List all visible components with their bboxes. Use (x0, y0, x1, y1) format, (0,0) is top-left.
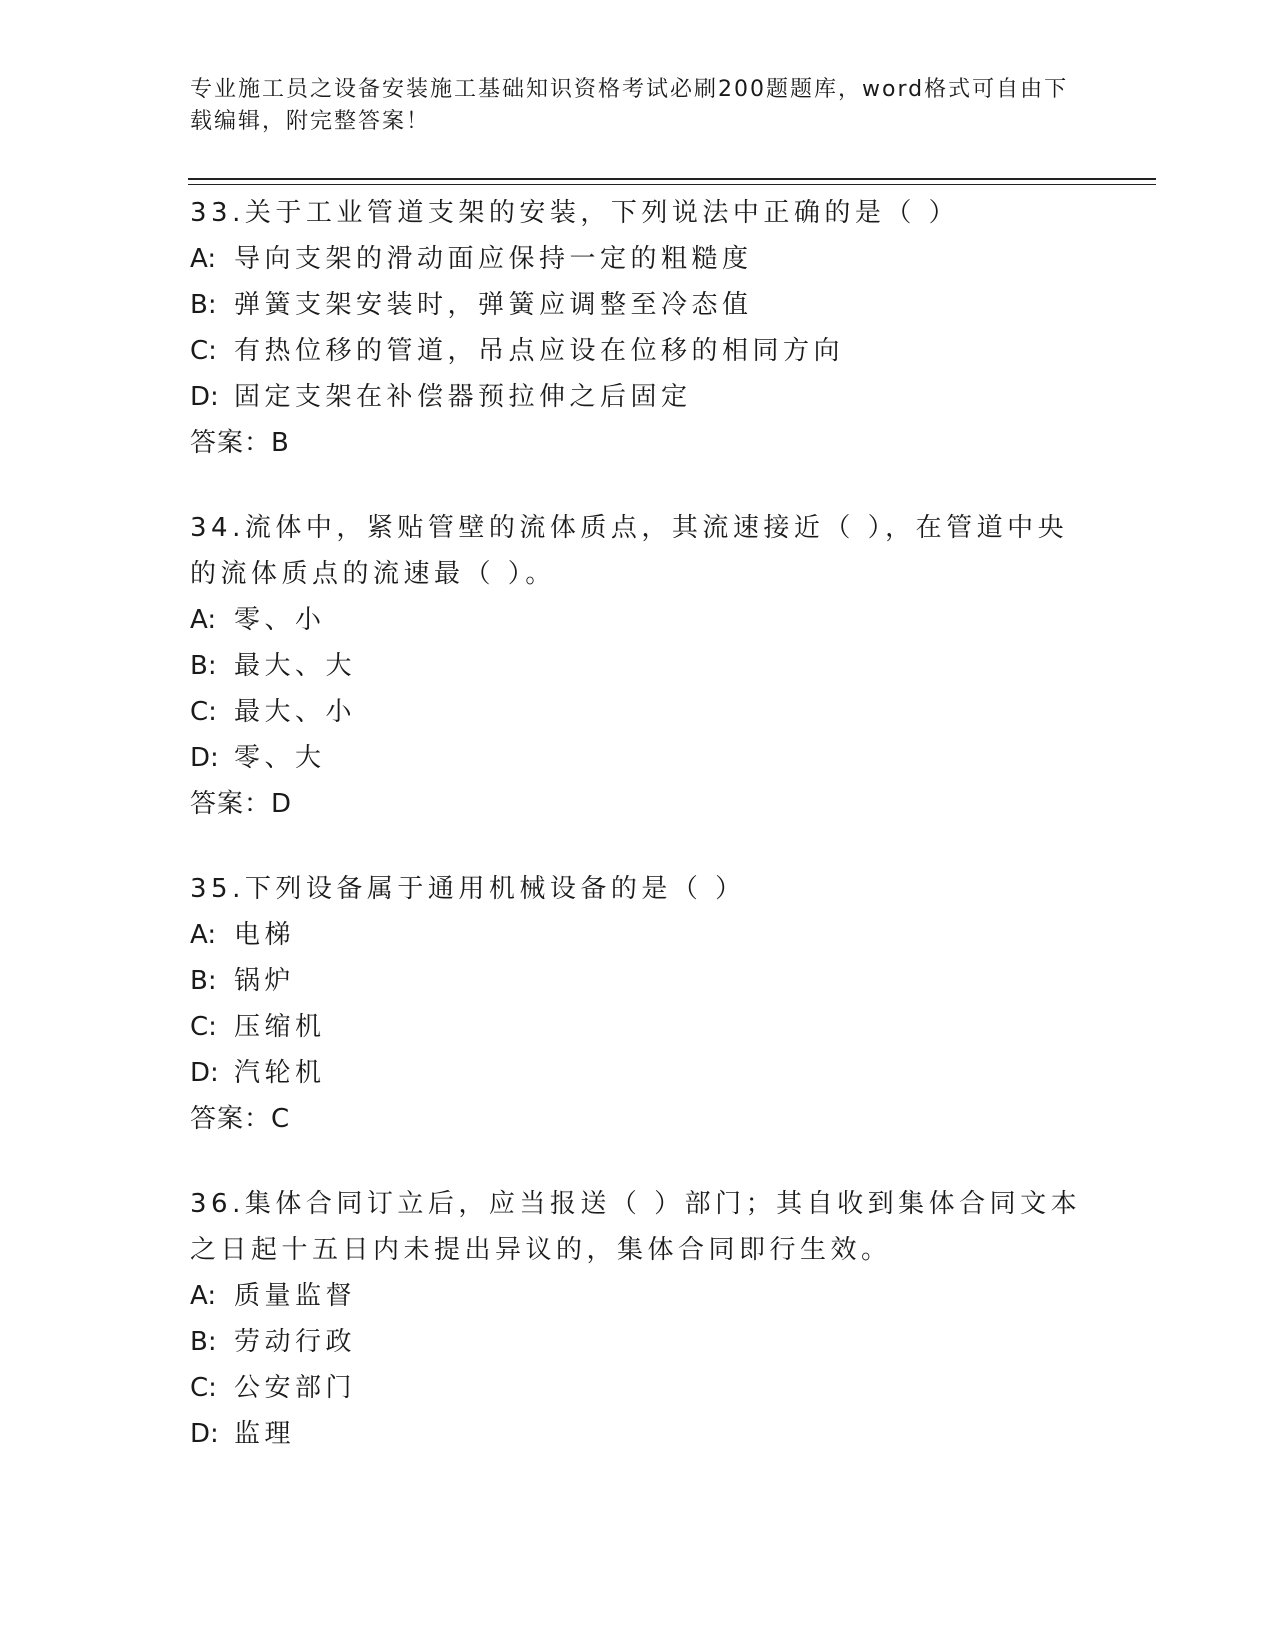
option-text: 导向支架的滑动面应保持一定的粗糙度 (234, 244, 753, 274)
option-text: 质量监督 (234, 1281, 357, 1311)
option-letter: D: (190, 743, 219, 773)
option-letter: C: (190, 1012, 217, 1042)
option-letter: A: (190, 1281, 217, 1311)
option-b (190, 643, 1090, 689)
question-34 (190, 505, 1090, 827)
header-divider-thick (188, 178, 1156, 180)
option-a (190, 1273, 1090, 1319)
option-d (190, 735, 1090, 781)
question-33 (190, 190, 1090, 466)
option-a (190, 912, 1090, 958)
option-text: 有热位移的管道，吊点应设在位移的相同方向 (234, 336, 845, 366)
option-letter: C: (190, 697, 217, 727)
option-letter: B: (190, 1327, 217, 1357)
option-d (190, 374, 1090, 420)
option-b (190, 282, 1090, 328)
option-text: 零、小 (234, 605, 326, 635)
question-stem: 35.下列设备属于通用机械设备的是（ ） (190, 874, 746, 904)
option-text: 零、大 (234, 743, 326, 773)
option-letter: B: (190, 651, 217, 681)
option-text: 压缩机 (234, 1012, 326, 1042)
option-letter: A: (190, 920, 217, 950)
option-c (190, 1365, 1090, 1411)
option-letter: D: (190, 382, 219, 412)
option-c (190, 328, 1090, 374)
option-text: 公安部门 (234, 1373, 357, 1403)
question-stem: 34.流体中，紧贴管壁的流体质点，其流速接近（ ），在管道中央的流体质点的流速最（ ）。 (190, 513, 1069, 589)
option-text: 固定支架在补偿器预拉伸之后固定 (234, 382, 692, 412)
option-b (190, 1319, 1090, 1365)
answer-line: 答案：D (190, 789, 293, 819)
option-letter: B: (190, 966, 217, 996)
option-letter: A: (190, 244, 217, 274)
option-a (190, 597, 1090, 643)
option-d (190, 1411, 1090, 1457)
option-letter: D: (190, 1419, 219, 1449)
answer-line: 答案：C (190, 1104, 291, 1134)
option-b (190, 958, 1090, 1004)
option-d (190, 1050, 1090, 1096)
option-letter: C: (190, 336, 217, 366)
option-text: 弹簧支架安装时，弹簧应调整至冷态值 (234, 290, 753, 320)
header-divider-thin (188, 184, 1156, 185)
questions-list (190, 190, 1090, 1496)
document-header: 专业施工员之设备安装施工基础知识资格考试必刷200题题库，word格式可自由下载编辑，附完整答案！ (190, 77, 1069, 134)
option-c (190, 689, 1090, 735)
option-letter: B: (190, 290, 217, 320)
option-letter: C: (190, 1373, 217, 1403)
option-text: 最大、大 (234, 651, 357, 681)
option-text: 锅炉 (234, 966, 296, 996)
option-c (190, 1004, 1090, 1050)
answer-line: 答案：B (190, 428, 290, 458)
option-text: 监理 (234, 1419, 296, 1449)
option-text: 最大、小 (234, 697, 357, 727)
option-letter: A: (190, 605, 217, 635)
option-a (190, 236, 1090, 282)
question-35 (190, 866, 1090, 1142)
question-stem: 36.集体合同订立后，应当报送（ ）部门；其自收到集体合同文本之日起十五日内未提出异议的，集体合同即行生效。 (190, 1189, 1082, 1265)
option-letter: D: (190, 1058, 219, 1088)
option-text: 劳动行政 (234, 1327, 357, 1357)
question-stem: 33.关于工业管道支架的安装，下列说法中正确的是（ ） (190, 198, 960, 228)
question-36 (190, 1181, 1090, 1457)
option-text: 汽轮机 (234, 1058, 326, 1088)
option-text: 电梯 (234, 920, 296, 950)
